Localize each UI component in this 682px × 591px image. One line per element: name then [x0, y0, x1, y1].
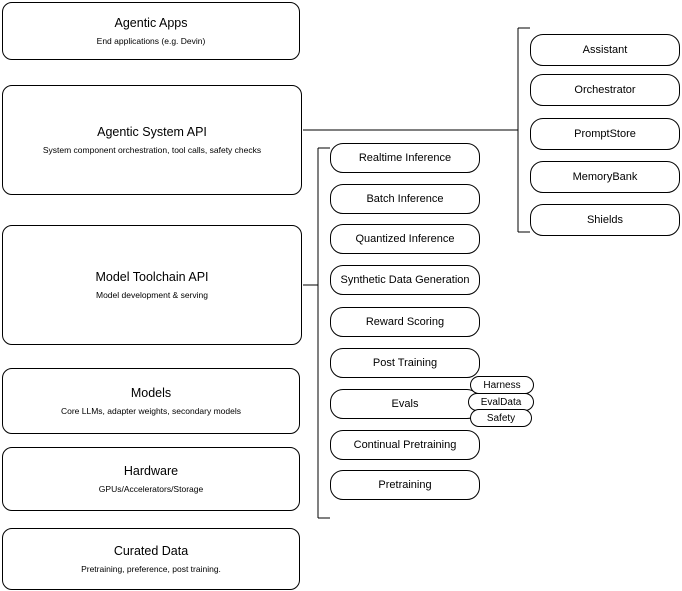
toolchain-component-batch-inference[interactable] — [330, 184, 480, 214]
component-label: PromptStore — [574, 128, 636, 140]
toolchain-component-synthetic-data-generation[interactable] — [330, 265, 480, 295]
stack-layer-models[interactable] — [2, 368, 300, 434]
component-label: Harness — [483, 379, 521, 391]
toolchain-component-evals[interactable] — [330, 389, 480, 419]
component-label: Reward Scoring — [365, 316, 445, 328]
component-label: Evals — [391, 398, 419, 410]
toolchain-component-quantized-inference[interactable] — [330, 224, 480, 254]
component-label: Post Training — [372, 357, 438, 369]
eval-component-safety[interactable] — [470, 409, 532, 427]
layer-title: Models — [130, 385, 172, 400]
agentic-component-orchestrator[interactable] — [530, 74, 680, 106]
stack-layer-model-toolchain-api[interactable] — [2, 225, 302, 345]
layer-title: Agentic System API — [97, 124, 207, 139]
layer-title: Agentic Apps — [114, 15, 188, 30]
component-label: EvalData — [480, 396, 522, 408]
layer-subtitle: Pretraining, preference, post training. — [81, 563, 221, 574]
component-label: Synthetic Data Generation — [340, 274, 470, 286]
layer-subtitle: End applications (e.g. Devin) — [96, 35, 206, 46]
agentic-component-memorybank[interactable] — [530, 161, 680, 193]
toolchain-component-realtime-inference[interactable] — [330, 143, 480, 173]
agentic-component-promptstore[interactable] — [530, 118, 680, 150]
stack-layer-curated-data[interactable] — [2, 528, 300, 590]
layer-subtitle: GPUs/Accelerators/Storage — [98, 483, 204, 494]
component-label: Quantized Inference — [355, 233, 455, 245]
toolchain-component-pretraining[interactable] — [330, 470, 480, 500]
component-label: Continual Pretraining — [353, 439, 457, 451]
agentic-component-assistant[interactable] — [530, 34, 680, 66]
agentic-component-shields[interactable] — [530, 204, 680, 236]
toolchain-component-continual-pretraining[interactable] — [330, 430, 480, 460]
stack-layer-agentic-apps[interactable] — [2, 2, 300, 60]
eval-component-harness[interactable] — [470, 376, 534, 394]
stack-layer-hardware[interactable] — [2, 447, 300, 511]
layer-subtitle: Model development & serving — [96, 289, 208, 300]
layer-subtitle: Core LLMs, adapter weights, secondary models — [60, 405, 241, 416]
layer-title: Curated Data — [113, 543, 189, 558]
component-label: Safety — [486, 412, 516, 424]
component-label: Pretraining — [378, 479, 432, 491]
component-label: Shields — [586, 214, 624, 226]
toolchain-component-reward-scoring[interactable] — [330, 307, 480, 337]
layer-subtitle: System component orchestration, tool calls, safety checks — [42, 144, 262, 155]
component-label: Batch Inference — [366, 193, 444, 205]
toolchain-component-post-training[interactable] — [330, 348, 480, 378]
layer-title: Model Toolchain API — [95, 269, 209, 284]
stack-layer-agentic-system-api[interactable] — [2, 85, 302, 195]
layer-title: Hardware — [123, 463, 179, 478]
component-label: Orchestrator — [574, 84, 636, 96]
component-label: Realtime Inference — [358, 152, 452, 164]
component-label: MemoryBank — [572, 171, 638, 183]
component-label: Assistant — [582, 44, 628, 56]
